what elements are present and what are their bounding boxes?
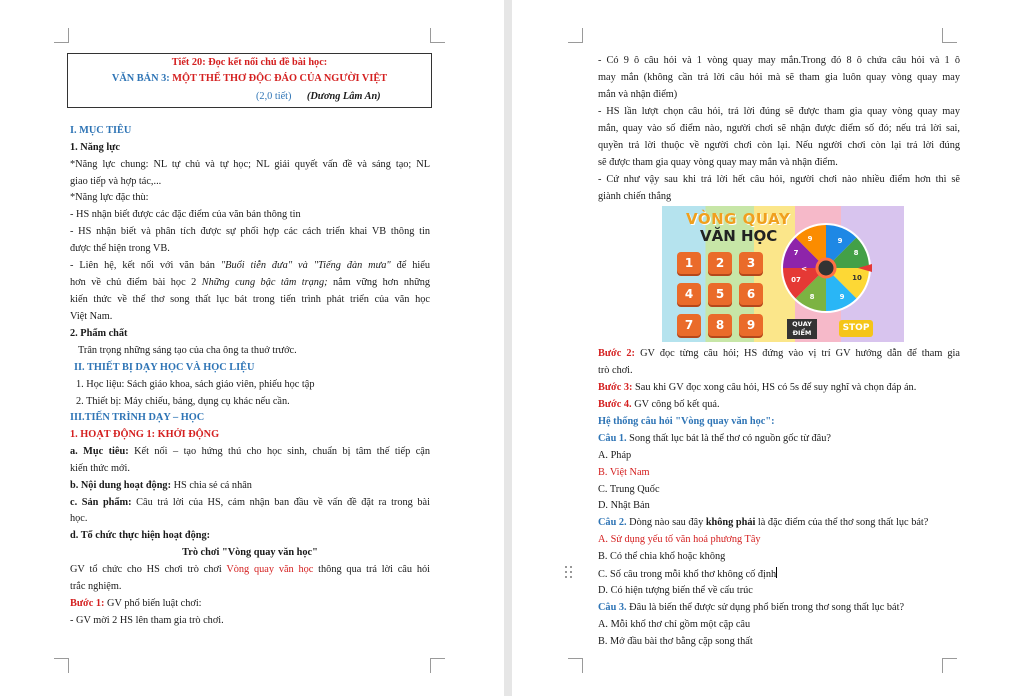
question-tile: 2: [708, 252, 732, 274]
spin-score-button: QUAY ĐIỂM: [787, 319, 817, 339]
section-heading: III.TIẾN TRÌNH DẠY – HỌC: [70, 412, 205, 423]
text-run: HS chia sẻ cá nhân: [171, 480, 252, 491]
answer-option[interactable]: [598, 567, 777, 581]
text-run-italic: "Buổi tiễn đưa" và "Tiếng đàn mưa": [220, 260, 391, 271]
wheel-number: 07: [791, 276, 801, 284]
paragraph-line: - HS nhận biết được các đặc điểm của văn bản thông tin: [70, 209, 301, 220]
question-text: là đặc điểm của thể thơ song thất lục bát?: [755, 517, 929, 528]
wheel-game-image: [662, 206, 904, 342]
question-2: [598, 516, 928, 529]
paragraph-line: trắc nghiệm.: [70, 581, 122, 592]
text-run: để hiểu: [390, 260, 430, 271]
step-label: Bước 4.: [598, 399, 632, 410]
text-title-label: VĂN BẢN 3:: [111, 73, 173, 84]
section-heading: I. MỤC TIÊU: [70, 125, 132, 136]
paragraph-line: [598, 381, 916, 394]
paragraph-line: kiến thức về thể thơ song thất lục bát trong tiến trình phát triển của văn học: [70, 294, 430, 305]
paragraph-line: [70, 479, 252, 492]
wheel-number: 8: [853, 249, 859, 257]
step-label: Bước 1:: [70, 598, 105, 609]
wheel-number: 9: [807, 235, 813, 243]
game-title-bottom: VĂN HỌC: [700, 227, 778, 245]
duration: (2,0 tiết): [256, 91, 292, 102]
activity-heading: 1. HOẠT ĐỘNG 1: KHỞI ĐỘNG: [70, 429, 220, 440]
question-tile: 4: [677, 283, 701, 305]
text-run-italic: Những cung bậc tâm trạng;: [201, 277, 328, 288]
crop-mark: [942, 658, 957, 673]
question-system-heading: Hệ thống câu hỏi "Vòng quay văn học":: [598, 416, 775, 427]
paragraph-line: học.: [70, 513, 88, 524]
answer-option: D. Nhật Bản: [598, 500, 650, 511]
duration-author: [256, 90, 381, 103]
text-run-highlight: Vòng quay văn học: [226, 564, 314, 575]
lesson-number: Tiết 20: Đọc kết nối chủ đề bài học:: [171, 57, 328, 68]
text-run: Kết nối – tạo hứng thú cho học sinh, chuẩn bị tâm thế tiếp cận: [128, 446, 430, 457]
document-page-1: [0, 0, 504, 696]
paragraph-line: [70, 259, 430, 272]
question-tile: 5: [708, 283, 732, 305]
question-tile: 9: [739, 314, 763, 336]
text-run: Câu trả lời của HS, cảm nhận ban đầu về vấn đề đặt ra trong bài: [131, 497, 430, 508]
paragraph-line: [598, 347, 960, 360]
drag-handle-icon[interactable]: [565, 566, 573, 580]
game-title: Trò chơi "Vòng quay văn học": [182, 547, 318, 558]
paragraph-line: [70, 276, 430, 289]
paragraph-line: - HS nhận biết và phân tích được sự phối hợp các cách triển khai VB thông tin: [70, 226, 430, 237]
text-run: GV đọc từng câu hỏi; HS đứng vào vị trí GV hướng dẫn để tham gia: [634, 348, 960, 359]
question-text: Song thất lục bát là thể thơ có nguồn gốc từ đâu?: [626, 433, 831, 444]
step-label: Bước 2:: [598, 348, 635, 359]
question-tile: 3: [739, 252, 763, 274]
wheel-number: 8: [809, 293, 815, 301]
question-text: Đâu là biến thể được sử dụng phổ biến trong thơ song thất lục bát?: [626, 602, 905, 613]
text-run: hơn về chủ điểm bài học 2: [70, 277, 202, 288]
answer-option: B. Có thể chia khổ hoặc không: [598, 551, 726, 562]
paragraph-line: [598, 398, 720, 411]
question-tile: 6: [739, 283, 763, 305]
answer-option: A. Mỗi khổ thơ chỉ gồm một cặp câu: [598, 619, 751, 630]
label: c. Sản phẩm:: [70, 497, 132, 508]
crop-mark: [568, 28, 583, 43]
answer-text: C. Số câu trong mỗi khổ thơ không cố định: [598, 569, 777, 580]
text-title-name: MỘT THỂ THƠ ĐỘC ĐÁO CỦA NGƯỜI VIỆT: [172, 73, 388, 84]
question-3: [598, 601, 904, 614]
paragraph-line: giành chiến thắng: [598, 191, 672, 202]
paragraph-line: - Có 9 ô câu hỏi và 1 vòng quay may mắn.Trong đó 8 ô chứa câu hỏi và 1 ô: [598, 55, 960, 66]
paragraph-line: mắn và nhận điểm): [598, 89, 678, 100]
paragraph-line: được thể hiện trong VB.: [70, 243, 170, 254]
question-tile: 8: [708, 314, 732, 336]
subheading: 2. Phẩm chất: [70, 328, 128, 339]
text-run: Sau khi GV đọc xong câu hỏi, HS có 5s để suy nghĩ và chọn đáp án.: [632, 382, 917, 393]
question-label: Câu 2.: [598, 517, 627, 528]
question-label: Câu 3.: [598, 602, 627, 613]
paragraph-line: quyền trả lời thuộc về người chơi còn lại. Nếu người chơi còn lại trả lời đúng: [598, 140, 960, 151]
wheel-number: <: [801, 265, 807, 273]
text-run: GV phổ biến luật chơi:: [104, 598, 202, 609]
crop-mark: [430, 28, 445, 43]
paragraph-line: trò chơi.: [598, 365, 633, 376]
wheel-number: 9: [837, 237, 843, 245]
paragraph-line: *Năng lực đặc thù:: [70, 192, 149, 203]
wheel-center: [817, 259, 835, 277]
answer-option: C. Trung Quốc: [598, 484, 660, 495]
step-label: Bước 3:: [598, 382, 633, 393]
answer-option-correct: A. Sử dụng yếu tố văn hoá phương Tây: [598, 534, 761, 545]
paragraph-line: Trân trọng những sáng tạo của cha ông ta thuở trước.: [78, 345, 297, 356]
paragraph-line: - HS lần lượt chọn câu hỏi, trả lời đúng sẽ được tham gia quay vòng quay may: [598, 106, 960, 117]
text-run: GV công bố kết quả.: [631, 399, 720, 410]
text-title: [67, 72, 432, 85]
question-text-bold: không phải: [705, 517, 756, 528]
paragraph-line: [70, 563, 430, 576]
author: (Dương Lâm An): [306, 91, 381, 102]
text-run: thông qua trả lời câu hỏi: [313, 564, 430, 575]
question-tile: 1: [677, 252, 701, 274]
paragraph-line: mắn, quay vào số điểm nào, người chơi sẽ nhận được điểm số đó; nếu trả lời sai,: [598, 123, 960, 134]
paragraph-line: may mắn (không cần trả lời câu hỏi mà sẽ tham gia luôn quay vòng quay may: [598, 72, 960, 83]
question-tile: 7: [677, 314, 701, 336]
paragraph-line: 2. Thiết bị: Máy chiếu, bảng, dụng cụ khác nếu cần.: [76, 396, 290, 407]
crop-mark: [54, 28, 69, 43]
paragraph-line: - GV mời 2 HS lên tham gia trò chơi.: [70, 615, 224, 626]
label: b. Nội dung hoạt động:: [70, 480, 172, 491]
text-run: GV tổ chức cho HS chơi trò chơi: [70, 564, 227, 575]
text-cursor: [776, 567, 777, 578]
answer-option: B. Mở đầu bài thơ bằng cặp song thất: [598, 636, 753, 647]
crop-mark: [430, 658, 445, 673]
paragraph-line: kiến thức mới.: [70, 463, 130, 474]
lucky-wheel: [780, 220, 880, 316]
crop-mark: [568, 658, 583, 673]
game-title-top: VÒNG QUAY: [686, 210, 791, 228]
subheading: 1. Năng lực: [70, 142, 120, 153]
label: a. Mục tiêu:: [70, 446, 129, 457]
crop-mark: [942, 28, 957, 43]
paragraph-line: - Cứ như vậy sau khi trả lời hết câu hỏi, người chơi nào nhiều điểm hơn thì sẽ: [598, 174, 960, 185]
text-run: - Liên hệ, kết nối với văn bản: [70, 260, 221, 271]
wheel-number: 7: [793, 249, 799, 257]
paragraph-line: sẽ được tham gia quay vòng quay may mắn và nhận điểm.: [598, 157, 838, 168]
question-1: [598, 432, 831, 445]
paragraph-line: [70, 496, 430, 509]
paragraph-line: Việt Nam.: [70, 311, 113, 322]
wheel-number: 9: [839, 293, 845, 301]
question-label: Câu 1.: [598, 433, 627, 444]
crop-mark: [54, 658, 69, 673]
question-text: Dòng nào sau đây: [626, 517, 706, 528]
wheel-number: 10: [852, 274, 862, 282]
answer-option: D. Có hiện tượng biến thể về cấu trúc: [598, 585, 753, 596]
paragraph-line: 1. Học liệu: Sách giáo khoa, sách giáo viên, phiếu học tập: [76, 379, 315, 390]
stop-button: STOP: [839, 320, 873, 337]
answer-option-correct: B. Việt Nam: [598, 467, 650, 478]
paragraph-line: d. Tổ chức thực hiện hoạt động:: [70, 530, 211, 541]
paragraph-line: *Năng lực chung: NL tự chủ và tự học; NL giải quyết vấn đề và sáng tạo; NL: [70, 159, 430, 170]
paragraph-line: [70, 445, 430, 458]
answer-option: A. Pháp: [598, 450, 632, 461]
text-run: nắm vững hơn những: [327, 277, 431, 288]
paragraph-line: giao tiếp và hợp tác,...: [70, 176, 162, 187]
paragraph-line: [70, 597, 202, 610]
section-heading: II. THIẾT BỊ DẠY HỌC VÀ HỌC LIỆU: [74, 362, 255, 373]
